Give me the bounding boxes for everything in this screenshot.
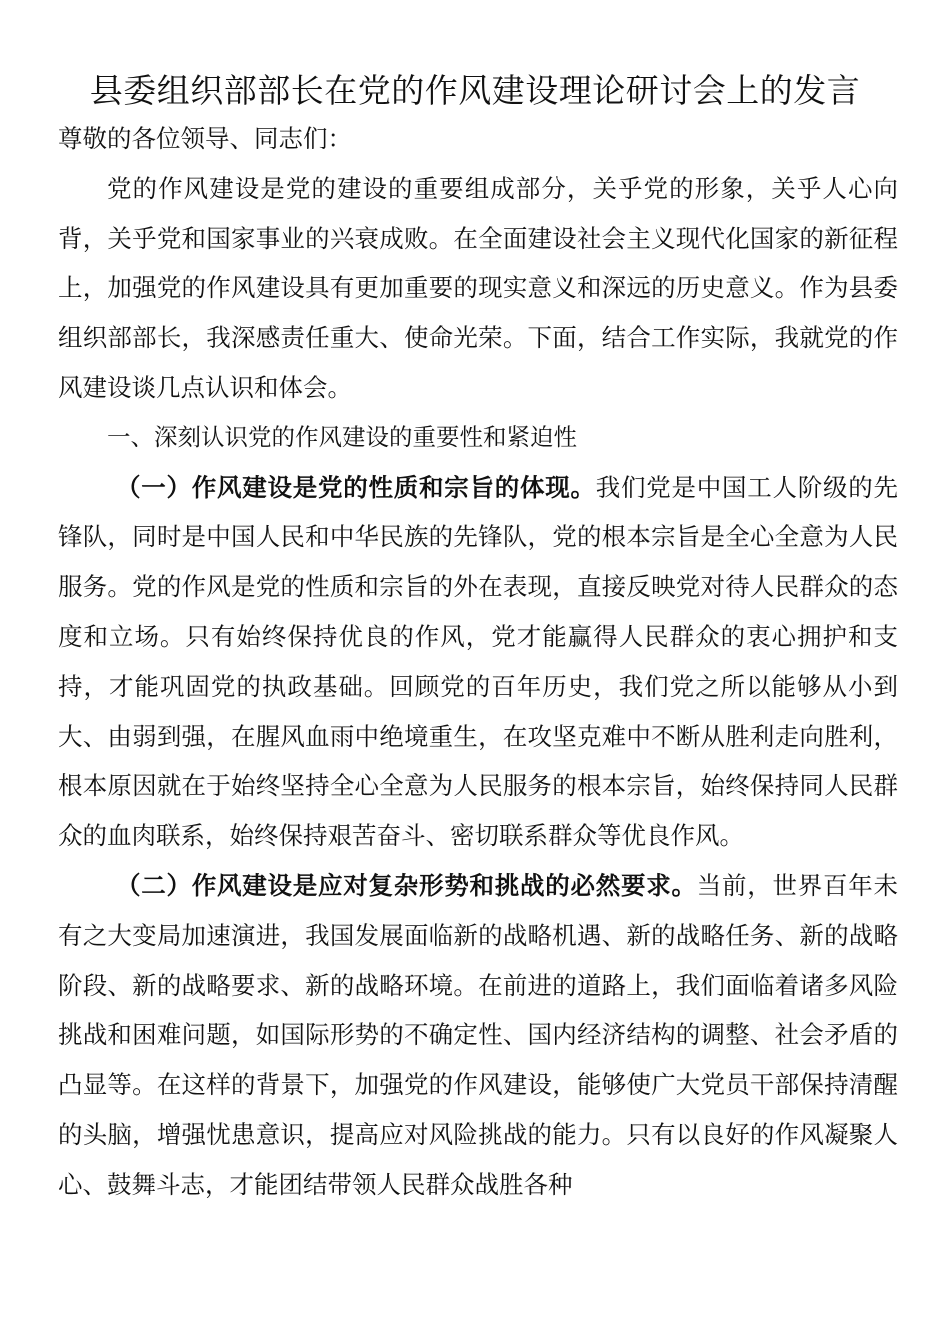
document-body <box>58 114 898 1210</box>
subsection-2-lead: （二）作风建设是应对复杂形势和挑战的必然要求。 <box>116 870 697 900</box>
subsection-2-body: 当前，世界百年未有之大变局加速演进，我国发展面临新的战略机遇、新的战略任务、新的战略阶段、新的战略要求、新的战略环境。在前进的道路上，我们面临着诸多风险挑战和困难问题，如国际形势的不确定性、国内经济结构的调整、社会矛盾的凸显等。在这样的背景下，加强党的作风建设，能够使广大党员干部保持清醒的头脑，增强忧患意识，提高应对风险挑战的能力。只有以良好的作风凝聚人心、鼓舞斗志，才能团结带领人民群众战胜各种 <box>58 870 898 1199</box>
subsection-1-body: 我们党是中国工人阶级的先锋队，同时是中国人民和中华民族的先锋队，党的根本宗旨是全心全意为人民服务。党的作风是党的性质和宗旨的外在表现，直接反映党对待人民群众的态度和立场。只有始终保持优良的作风，党才能赢得人民群众的衷心拥护和支持，才能巩固党的执政基础。回顾党的百年历史，我们党之所以能够从小到大、由弱到强，在腥风血雨中绝境重生，在攻坚克难中不断从胜利走向胜利，根本原因就在于始终坚持全心全意为人民服务的根本宗旨，始终保持同人民群众的血肉联系，始终保持艰苦奋斗、密切联系群众等优良作风。 <box>58 472 898 851</box>
salutation: 尊敬的各位领导、同志们： <box>58 124 352 153</box>
section-heading: 一、深刻认识党的作风建设的重要性和紧迫性 <box>107 422 577 451</box>
document-title: 县委组织部部长在党的作风建设理论研讨会上的发言 <box>89 71 861 110</box>
subsection-2-paragraph <box>58 861 898 1210</box>
subsection-1-lead: （一）作风建设是党的性质和宗旨的体现。 <box>116 472 596 502</box>
intro-paragraph: 党的作风建设是党的建设的重要组成部分，关乎党的形象，关乎人心向背，关乎党和国家事业的兴衰成败。在全面建设社会主义现代化国家的新征程上，加强党的作风建设具有更加重要的现实意义和深远的历史意义。作为县委组织部部长，我深感责任重大、使命光荣。下面，结合工作实际，我就党的作风建设谈几点认识和体会。 <box>58 173 898 402</box>
subsection-1-paragraph <box>58 463 898 861</box>
